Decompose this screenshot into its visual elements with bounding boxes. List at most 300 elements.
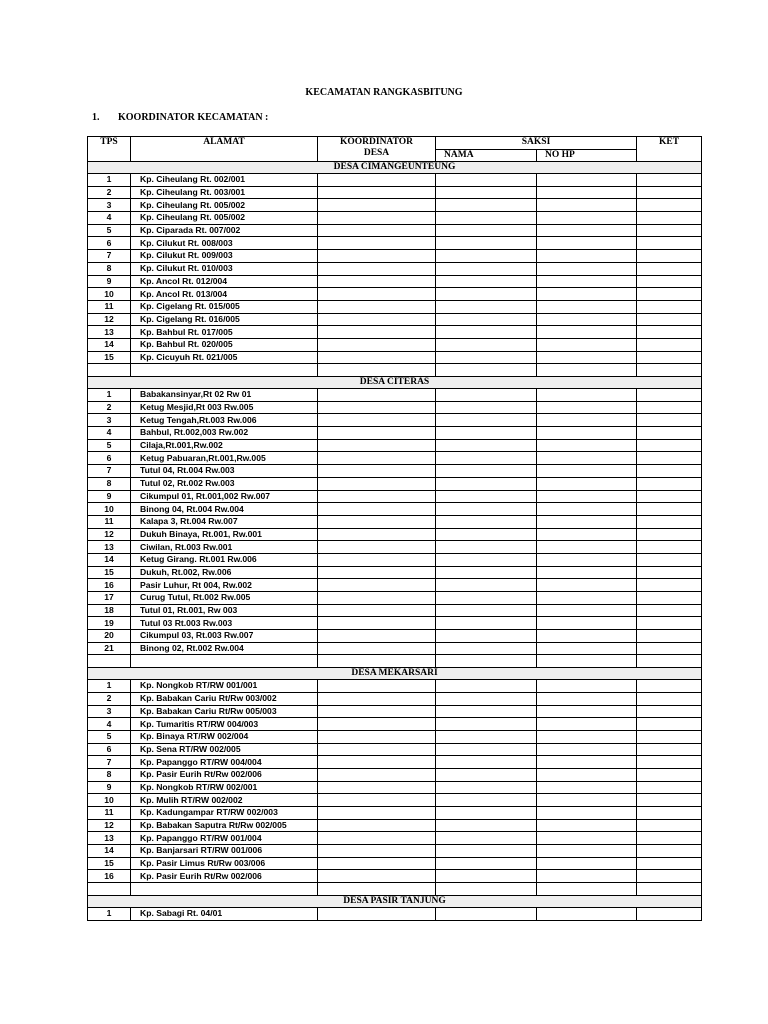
alamat-cell: Kp. Sena RT/RW 002/005: [131, 743, 318, 756]
tps-cell: 13: [88, 832, 131, 845]
tps-cell: 5: [88, 730, 131, 743]
tps-cell: 13: [88, 541, 131, 554]
no-hp-cell: [537, 604, 637, 617]
table-row: [88, 718, 702, 731]
alamat-cell: Tutul 02, Rt.002 Rw.003: [131, 477, 318, 490]
alamat-cell: Kp. Ciheulang Rt. 003/001: [131, 186, 318, 199]
blank-row: [88, 655, 702, 668]
section-label: KOORDINATOR KECAMATAN :: [118, 112, 269, 123]
ket-cell: [637, 250, 702, 263]
no-hp-cell: [537, 174, 637, 187]
nama-cell: [436, 781, 537, 794]
koordinator-cell: [318, 186, 436, 199]
ket-cell: [637, 224, 702, 237]
koordinator-cell: [318, 781, 436, 794]
nama-cell: [436, 212, 537, 225]
no-hp-cell: [537, 199, 637, 212]
no-hp-cell: [537, 262, 637, 275]
koordinator-cell: [318, 528, 436, 541]
no-hp-cell: [537, 275, 637, 288]
koordinator-cell: [318, 224, 436, 237]
alamat-cell: Kp. Cilukut Rt. 009/003: [131, 250, 318, 263]
no-hp-cell: [537, 692, 637, 705]
no-hp-cell: [537, 515, 637, 528]
koordinator-cell: [318, 199, 436, 212]
alamat-cell: Kp. Cilukut Rt. 008/003: [131, 237, 318, 250]
tps-cell: 6: [88, 237, 131, 250]
koordinator-cell: [318, 262, 436, 275]
ket-cell: [637, 566, 702, 579]
koordinator-cell: [318, 174, 436, 187]
koordinator-cell: [318, 401, 436, 414]
table-row: [88, 794, 702, 807]
no-hp-cell: [537, 528, 637, 541]
ket-cell: [637, 528, 702, 541]
alamat-cell: Kp. Tumaritis RT/RW 004/003: [131, 718, 318, 731]
blank-cell: [88, 364, 131, 377]
ket-cell: [637, 212, 702, 225]
koordinator-cell: [318, 326, 436, 339]
koordinator-cell: [318, 604, 436, 617]
alamat-cell: Kp. Sabagi Rt. 04/01: [131, 907, 318, 920]
alamat-cell: Kalapa 3, Rt.004 Rw.007: [131, 515, 318, 528]
ket-cell: [637, 680, 702, 693]
blank-cell: [537, 883, 637, 896]
no-hp-cell: [537, 819, 637, 832]
no-hp-cell: [537, 477, 637, 490]
alamat-cell: Cikumpul 03, Rt.003 Rw.007: [131, 630, 318, 643]
alamat-cell: Kp. Nongkob RT/RW 001/001: [131, 680, 318, 693]
ket-cell: [637, 845, 702, 858]
alamat-cell: Dukuh, Rt.002, Rw.006: [131, 566, 318, 579]
koordinator-cell: [318, 250, 436, 263]
koordinator-cell: [318, 503, 436, 516]
table-row: [88, 288, 702, 301]
tps-cell: 4: [88, 427, 131, 440]
header-tps: TPS: [88, 137, 131, 162]
no-hp-cell: [537, 300, 637, 313]
alamat-cell: Tutul 01, Rt.001, Rw 003: [131, 604, 318, 617]
no-hp-cell: [537, 630, 637, 643]
table-row: [88, 692, 702, 705]
ket-cell: [637, 692, 702, 705]
no-hp-cell: [537, 592, 637, 605]
no-hp-cell: [537, 845, 637, 858]
nama-cell: [436, 465, 537, 478]
nama-cell: [436, 642, 537, 655]
table-body: [88, 162, 702, 921]
no-hp-cell: [537, 579, 637, 592]
alamat-cell: Kp. Cicuyuh Rt. 021/005: [131, 351, 318, 364]
ket-cell: [637, 718, 702, 731]
tps-cell: 8: [88, 768, 131, 781]
koordinator-cell: [318, 237, 436, 250]
alamat-cell: Kp. Papanggo RT/RW 004/004: [131, 756, 318, 769]
header-saksi: SAKSI: [436, 137, 637, 150]
alamat-cell: Tutul 03 Rt.003 Rw.003: [131, 617, 318, 630]
koordinator-cell: [318, 566, 436, 579]
ket-cell: [637, 490, 702, 503]
no-hp-cell: [537, 781, 637, 794]
ket-cell: [637, 781, 702, 794]
koordinator-cell: [318, 807, 436, 820]
alamat-cell: Binong 04, Rt.004 Rw.004: [131, 503, 318, 516]
nama-cell: [436, 414, 537, 427]
ket-cell: [637, 807, 702, 820]
koordinator-cell: [318, 389, 436, 402]
no-hp-cell: [537, 389, 637, 402]
ket-cell: [637, 199, 702, 212]
alamat-cell: Babakansinyar,Rt 02 Rw 01: [131, 389, 318, 402]
no-hp-cell: [537, 857, 637, 870]
nama-cell: [436, 389, 537, 402]
table-row: [88, 313, 702, 326]
ket-cell: [637, 592, 702, 605]
alamat-cell: Kp. Pasir Eurih Rt/Rw 002/006: [131, 870, 318, 883]
table-row: [88, 275, 702, 288]
nama-cell: [436, 300, 537, 313]
table-row: [88, 705, 702, 718]
tps-cell: 10: [88, 503, 131, 516]
tps-cell: 1: [88, 389, 131, 402]
tps-cell: 8: [88, 477, 131, 490]
koordinator-cell: [318, 439, 436, 452]
desa-name: DESA MEKARSARI: [88, 668, 702, 680]
nama-cell: [436, 427, 537, 440]
alamat-cell: Kp. Cigelang Rt. 015/005: [131, 300, 318, 313]
ket-cell: [637, 503, 702, 516]
table-row: [88, 490, 702, 503]
koordinator-cell: [318, 743, 436, 756]
nama-cell: [436, 592, 537, 605]
nama-cell: [436, 692, 537, 705]
tps-cell: 15: [88, 857, 131, 870]
alamat-cell: Kp. Babakan Cariu Rt/Rw 005/003: [131, 705, 318, 718]
nama-cell: [436, 224, 537, 237]
table-row: [88, 199, 702, 212]
alamat-cell: Kp. Cilukut Rt. 010/003: [131, 262, 318, 275]
table-row: [88, 907, 702, 920]
desa-header-row: [88, 162, 702, 174]
no-hp-cell: [537, 490, 637, 503]
blank-cell: [436, 883, 537, 896]
ket-cell: [637, 338, 702, 351]
header-nama: NAMA: [436, 149, 537, 162]
no-hp-cell: [537, 553, 637, 566]
blank-cell: [318, 364, 436, 377]
tps-cell: 1: [88, 680, 131, 693]
ket-cell: [637, 389, 702, 402]
alamat-cell: Kp. Banjarsari RT/RW 001/006: [131, 845, 318, 858]
ket-cell: [637, 300, 702, 313]
nama-cell: [436, 579, 537, 592]
nama-cell: [436, 477, 537, 490]
alamat-cell: Cikumpul 01, Rt.001,002 Rw.007: [131, 490, 318, 503]
table-row: [88, 781, 702, 794]
header-alamat: ALAMAT: [131, 137, 318, 162]
table-row: [88, 642, 702, 655]
blank-cell: [637, 364, 702, 377]
alamat-cell: Cilaja,Rt.001,Rw.002: [131, 439, 318, 452]
tps-cell: 3: [88, 199, 131, 212]
table-row: [88, 250, 702, 263]
tps-cell: 10: [88, 794, 131, 807]
nama-cell: [436, 807, 537, 820]
tps-cell: 19: [88, 617, 131, 630]
no-hp-cell: [537, 326, 637, 339]
blank-cell: [131, 364, 318, 377]
koordinator-cell: [318, 452, 436, 465]
nama-cell: [436, 275, 537, 288]
tps-cell: 9: [88, 781, 131, 794]
no-hp-cell: [537, 186, 637, 199]
tps-cell: 14: [88, 845, 131, 858]
koordinator-cell: [318, 680, 436, 693]
ket-cell: [637, 907, 702, 920]
nama-cell: [436, 262, 537, 275]
table-row: [88, 768, 702, 781]
blank-row: [88, 883, 702, 896]
no-hp-cell: [537, 907, 637, 920]
tps-cell: 5: [88, 224, 131, 237]
koordinator-cell: [318, 313, 436, 326]
koordinator-cell: [318, 338, 436, 351]
alamat-cell: Ketug Mesjid,Rt 003 Rw.005: [131, 401, 318, 414]
nama-cell: [436, 718, 537, 731]
nama-cell: [436, 845, 537, 858]
ket-cell: [637, 174, 702, 187]
no-hp-cell: [537, 718, 637, 731]
ket-cell: [637, 237, 702, 250]
table-row: [88, 262, 702, 275]
table-row: [88, 743, 702, 756]
alamat-cell: Kp. Binaya RT/RW 002/004: [131, 730, 318, 743]
table-row: [88, 212, 702, 225]
tps-cell: 4: [88, 718, 131, 731]
nama-cell: [436, 338, 537, 351]
no-hp-cell: [537, 237, 637, 250]
no-hp-cell: [537, 541, 637, 554]
koordinator-cell: [318, 730, 436, 743]
tps-cell: 11: [88, 515, 131, 528]
table-row: [88, 604, 702, 617]
table-row: [88, 174, 702, 187]
koordinator-cell: [318, 515, 436, 528]
table-row: [88, 528, 702, 541]
alamat-cell: Ketug Tengah,Rt.003 Rw.006: [131, 414, 318, 427]
ket-cell: [637, 262, 702, 275]
no-hp-cell: [537, 250, 637, 263]
no-hp-cell: [537, 705, 637, 718]
koordinator-cell: [318, 592, 436, 605]
alamat-cell: Kp. Bahbul Rt. 020/005: [131, 338, 318, 351]
alamat-cell: Kp. Ciheulang Rt. 005/002: [131, 212, 318, 225]
no-hp-cell: [537, 338, 637, 351]
koordinator-cell: [318, 718, 436, 731]
nama-cell: [436, 907, 537, 920]
nama-cell: [436, 452, 537, 465]
no-hp-cell: [537, 807, 637, 820]
nama-cell: [436, 186, 537, 199]
ket-cell: [637, 832, 702, 845]
koordinator-cell: [318, 579, 436, 592]
ket-cell: [637, 553, 702, 566]
ket-cell: [637, 743, 702, 756]
no-hp-cell: [537, 870, 637, 883]
alamat-cell: Kp. Ciheulang Rt. 005/002: [131, 199, 318, 212]
tps-cell: 18: [88, 604, 131, 617]
no-hp-cell: [537, 313, 637, 326]
tps-cell: 2: [88, 186, 131, 199]
no-hp-cell: [537, 642, 637, 655]
tps-cell: 10: [88, 288, 131, 301]
header-koordinator-line1: KOORDINATOR: [339, 137, 414, 147]
koordinator-cell: [318, 617, 436, 630]
document-title: KECAMATAN RANGKASBITUNG: [305, 87, 463, 98]
section-heading: [92, 112, 268, 124]
table-row: [88, 730, 702, 743]
tps-cell: 13: [88, 326, 131, 339]
alamat-cell: Ciwilan, Rt.003 Rw.001: [131, 541, 318, 554]
ket-cell: [637, 275, 702, 288]
nama-cell: [436, 174, 537, 187]
ket-cell: [637, 313, 702, 326]
tps-cell: 14: [88, 553, 131, 566]
ket-cell: [637, 870, 702, 883]
nama-cell: [436, 705, 537, 718]
nama-cell: [436, 553, 537, 566]
table-row: [88, 617, 702, 630]
koordinator-cell: [318, 857, 436, 870]
nama-cell: [436, 401, 537, 414]
alamat-cell: Kp. Babakan Cariu Rt/Rw 003/002: [131, 692, 318, 705]
desa-header-row: [88, 668, 702, 680]
no-hp-cell: [537, 680, 637, 693]
nama-cell: [436, 439, 537, 452]
nama-cell: [436, 237, 537, 250]
no-hp-cell: [537, 743, 637, 756]
nama-cell: [436, 528, 537, 541]
header-koordinator-desa: [318, 137, 436, 162]
alamat-cell: Kp. Papanggo RT/RW 001/004: [131, 832, 318, 845]
table-row: [88, 845, 702, 858]
nama-cell: [436, 490, 537, 503]
nama-cell: [436, 870, 537, 883]
ket-cell: [637, 439, 702, 452]
koordinator-cell: [318, 692, 436, 705]
table-row: [88, 832, 702, 845]
ket-cell: [637, 794, 702, 807]
no-hp-cell: [537, 452, 637, 465]
desa-name: DESA CITERAS: [88, 377, 702, 389]
section-number: 1.: [92, 112, 100, 123]
ket-cell: [637, 617, 702, 630]
ket-cell: [637, 730, 702, 743]
header-koordinator-line2: DESA: [363, 148, 390, 158]
nama-cell: [436, 250, 537, 263]
ket-cell: [637, 326, 702, 339]
blank-cell: [637, 883, 702, 896]
nama-cell: [436, 756, 537, 769]
blank-cell: [318, 883, 436, 896]
tps-cell: 1: [88, 174, 131, 187]
koordinator-cell: [318, 465, 436, 478]
table-row: [88, 630, 702, 643]
ket-cell: [637, 515, 702, 528]
alamat-cell: Kp. Cigelang Rt. 016/005: [131, 313, 318, 326]
koordinator-cell: [318, 630, 436, 643]
blank-cell: [318, 655, 436, 668]
desa-header-row: [88, 377, 702, 389]
nama-cell: [436, 515, 537, 528]
tps-cell: 12: [88, 313, 131, 326]
koordinator-cell: [318, 288, 436, 301]
alamat-cell: Curug Tutul, Rt.002 Rw.005: [131, 592, 318, 605]
no-hp-cell: [537, 730, 637, 743]
no-hp-cell: [537, 212, 637, 225]
tps-cell: 7: [88, 250, 131, 263]
tps-cell: 9: [88, 275, 131, 288]
table-row: [88, 427, 702, 440]
koordinator-cell: [318, 794, 436, 807]
blank-cell: [537, 655, 637, 668]
tps-cell: 7: [88, 756, 131, 769]
koordinator-cell: [318, 490, 436, 503]
tps-cell: 8: [88, 262, 131, 275]
blank-cell: [436, 364, 537, 377]
ket-cell: [637, 427, 702, 440]
blank-cell: [131, 883, 318, 896]
tps-cell: 3: [88, 414, 131, 427]
tps-cell: 17: [88, 592, 131, 605]
alamat-cell: Dukuh Binaya, Rt.001, Rw.001: [131, 528, 318, 541]
koordinator-cell: [318, 845, 436, 858]
table-row: [88, 857, 702, 870]
koordinator-cell: [318, 212, 436, 225]
alamat-cell: Ketug Pabuaran,Rt.001,Rw.005: [131, 452, 318, 465]
blank-cell: [131, 655, 318, 668]
ket-cell: [637, 756, 702, 769]
tps-cell: 16: [88, 870, 131, 883]
no-hp-cell: [537, 439, 637, 452]
nama-cell: [436, 857, 537, 870]
koordinator-cell: [318, 768, 436, 781]
alamat-cell: Kp. Mulih RT/RW 002/002: [131, 794, 318, 807]
no-hp-cell: [537, 465, 637, 478]
table-row: [88, 503, 702, 516]
nama-cell: [436, 680, 537, 693]
tps-cell: 5: [88, 439, 131, 452]
nama-cell: [436, 730, 537, 743]
desa-name: DESA PASIR TANJUNG: [88, 895, 702, 907]
alamat-cell: Kp. Ciparada Rt. 007/002: [131, 224, 318, 237]
table-row: [88, 186, 702, 199]
table-row: [88, 477, 702, 490]
nama-cell: [436, 541, 537, 554]
ket-cell: [637, 288, 702, 301]
tps-cell: 16: [88, 579, 131, 592]
tps-cell: 15: [88, 566, 131, 579]
no-hp-cell: [537, 401, 637, 414]
no-hp-cell: [537, 617, 637, 630]
nama-cell: [436, 819, 537, 832]
nama-cell: [436, 351, 537, 364]
ket-cell: [637, 705, 702, 718]
tps-cell: 2: [88, 692, 131, 705]
alamat-cell: Binong 02, Rt.002 Rw.004: [131, 642, 318, 655]
table-row: [88, 224, 702, 237]
koordinator-cell: [318, 756, 436, 769]
